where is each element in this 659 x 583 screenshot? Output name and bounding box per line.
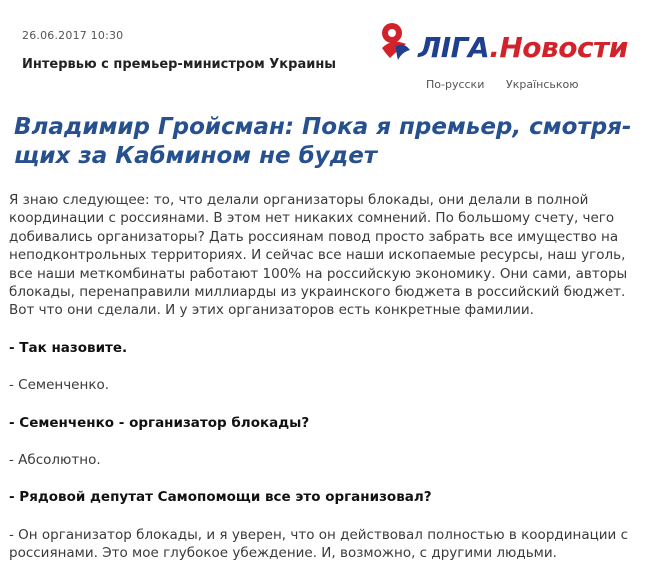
article-lead-paragraph: Я знаю следующее: то, что делали организаторы блокады, они делали в полной координации с россиянами. В этом нет никаких сомнений. По большому счету, чего добивались организаторы? Дать россиянам повод просто забрать все имущество на неподконтрольных территориях. И сейчас все наши ископаемые ресурсы, наш уголь, все наши меткомбинаты работают 100% на российскую экономику. Они сами, авторы блокады, перенаправили миллиарды из украинского бюджета в российский бюджет. Вот что они сделали. И у этих организаторов есть конкретные фамилии.	[9, 192, 628, 319]
logo-wordmark	[418, 31, 628, 64]
interview-answer-1: - Семенченко.	[9, 377, 110, 394]
logo-dot: .	[489, 31, 500, 64]
interview-answer-3: - Он организатор блокады, и я уверен, что он действовал полностью в координации с россиянами. Это мое глубокое убеждение. И, возможно, с другими людьми.	[9, 526, 629, 562]
liga-novosti-logo[interactable]	[378, 18, 648, 90]
liga-emblem-icon	[378, 20, 414, 64]
interview-answer-2: - Абсолютно.	[9, 452, 101, 469]
article-date: 26.06.2017 10:30	[22, 29, 124, 42]
interview-question-1: - Так назовите.	[9, 339, 128, 356]
interview-question-3: - Рядовой депутат Самопомощи все это организовал?	[9, 489, 432, 506]
logo-novosti: Новости	[499, 31, 628, 64]
article-rubric: Интервью с премьер-министром Украины	[22, 57, 337, 72]
lang-ukrainian-link[interactable]: Українською	[506, 78, 579, 91]
page-title: Владимир Гройсман: Пока я премьер, смотря-щих за Кабмином не будет	[14, 114, 632, 169]
article-body	[9, 191, 649, 563]
logo-liga: ЛIГА	[418, 31, 490, 64]
lang-russian-link[interactable]: По-русски	[426, 78, 485, 91]
interview-question-2: - Семенченко - организатор блокады?	[9, 414, 310, 431]
